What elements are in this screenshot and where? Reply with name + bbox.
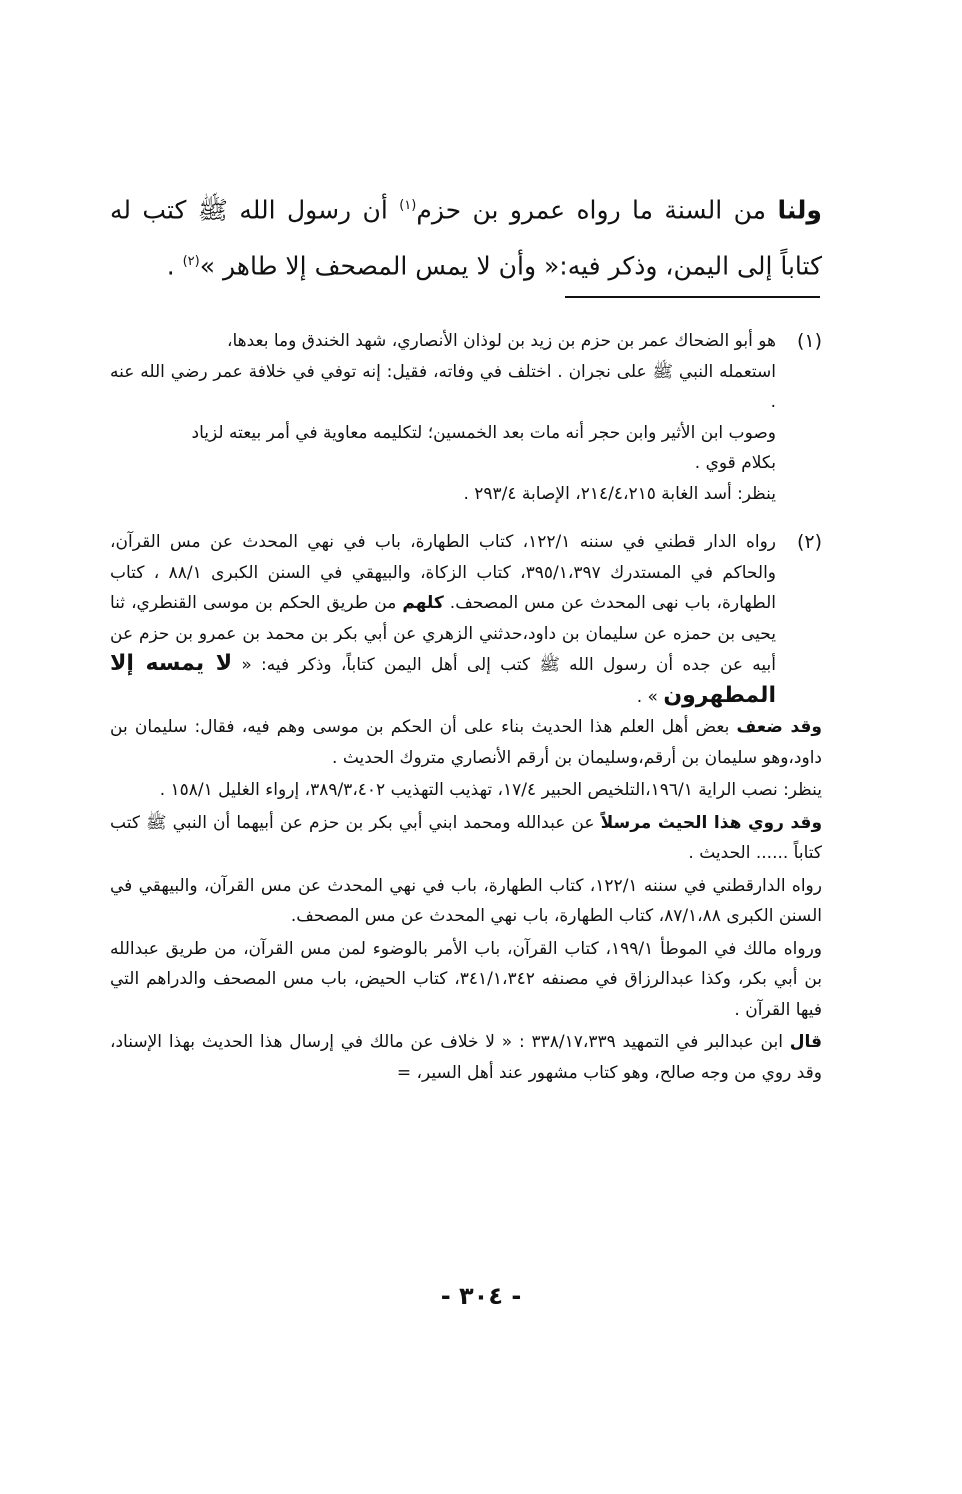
main-text-line: أن رسول الله ﷺ كتب له كتاباً إلى اليمن، وذكر فيه:« وأن لا يمس المصحف إلا طاهر »	[110, 195, 822, 281]
main-text-end: .	[166, 251, 175, 281]
footnote-paragraph	[110, 527, 776, 712]
footnote-text: رواه الدار قطني في سننه ١٢٢/١، كتاب الطهارة، باب في نهي المحدث عن مس القرآن، والحاكم في المستدرك ٣٩٥/١،٣٩٧، كتاب الزكاة، والبيهقي في السنن الكبرى ٨٨/١ ، كتاب الطهارة، باب نهى المحدث عن مس المصحف.	[110, 532, 777, 613]
footnote-1	[110, 326, 822, 509]
footnote-body	[110, 527, 823, 1090]
footnote-number: (١)	[796, 330, 822, 352]
footnote-divider	[565, 296, 820, 298]
footnote-number: (٢)	[796, 531, 822, 553]
footnote-paragraph	[110, 808, 822, 869]
footnote-ref-2[interactable]: (٢)	[182, 254, 200, 270]
footnote-paragraph	[110, 1027, 822, 1088]
footnote-paragraph: ورواه مالك في الموطأ ١٩٩/١، كتاب القرآن، باب الأمر بالوضوء لمن مس القرآن، من طريق عبدالله بن أبي بكر، وكذا عبدالرزاق في مصنفه ٣٤١/١،٣٤٢، كتاب الحيض، باب مس المصحف والدراهم التي فيها القرآن .	[110, 938, 823, 1020]
main-paragraph	[110, 180, 822, 293]
footnote-text: » .	[636, 686, 658, 707]
footnote-line: هو أبو الضحاك عمر بن حزم بن زيد بن لوذان الأنصاري، شهد الخندق وما بعدها،	[226, 331, 776, 351]
footnote-line: وصوب ابن الأثير وابن حجر أنه مات بعد الخمسين؛ لتكليمه معاوية في أمر بيعته لزياد	[191, 422, 776, 443]
main-text-line: من السنة ما رواه عمرو بن حزم	[416, 195, 767, 225]
footnote-text: ابن عبدالبر في التمهيد ٣٣٨/١٧،٣٣٩ : « لا خلاف عن مالك في إرسال هذا الحديث بهذا الإسناد، وقد روي من وجه صالح، وهو كتاب مشهور عند أهل السير، =	[110, 1032, 822, 1083]
footnote-bold-text: وقد روي هذا الحيث مرسلاً	[600, 812, 823, 833]
footnote-bold-text: وقد ضعف	[736, 717, 822, 737]
footnote-2	[110, 527, 822, 1090]
footnote-paragraph: ينظر: نصب الراية ١٩٦/١،التلخيص الحبير ١٧/٤، تهذيب التهذيب ٣٨٩/٣،٤٠٢، إرواء الغليل ١٥٨/١ .	[159, 780, 822, 800]
footnote-paragraph: رواه الدارقطني في سننه ١٢٢/١، كتاب الطهارة، باب في نهي المحدث عن مس القرآن، والبيهقي في السنن الكبرى ٨٧/١،٨٨، كتاب الطهارة، باب نهي المحدث عن مس المصحف.	[110, 875, 822, 926]
quran-quote: لا يمسه إلا المطهرون	[110, 651, 776, 708]
footnote-body	[110, 326, 776, 509]
footnote-line: ينظر: أسد الغابة ٢١٤/٤،٢١٥، الإصابة ٢٩٣/٤ .	[463, 483, 776, 504]
footnote-text: بعض أهل العلم هذا الحديث بناء على أن الحكم بن موسى وهم فيه، فقال: سليمان بن داود،وهو سليمان بن أرقم،وسليمان بن أرقم الأنصاري متروك الحديث .	[110, 717, 822, 768]
footnote-bold-text: كلهم	[402, 593, 444, 613]
footnote-ref-1[interactable]: (١)	[399, 198, 417, 213]
footnote-text: عن عبدالله ومحمد ابني أبي بكر بن حزم عن أبيهما أن النبي ﷺ كتب كتاباً ...... الحديث .	[110, 812, 822, 863]
footnote-line: استعمله النبي ﷺ على نجران . اختلف في وفاته، فقيل: إنه توفي في خلافة عمر رضي الله عنه .	[110, 361, 776, 412]
footnote-bold-text: قال	[789, 1032, 823, 1052]
lead-word: ولنا	[777, 195, 822, 225]
footnote-text: من طريق الحكم بن موسى القنطري، ثنا يحيى بن حمزه عن سليمان بن داود،حدثني الزهري عن أبي بكر بن محمد بن عمرو بن حزم عن أبيه عن جده أن رسول الله ﷺ كتب إلى أهل اليمن كتاباً، وذكر فيه: «	[110, 593, 776, 675]
footnotes	[110, 326, 822, 1108]
footnote-line: بكلام قوي .	[694, 453, 776, 473]
page-number: - ٣٠٤ -	[440, 1282, 522, 1310]
footnote-paragraph	[110, 712, 822, 773]
